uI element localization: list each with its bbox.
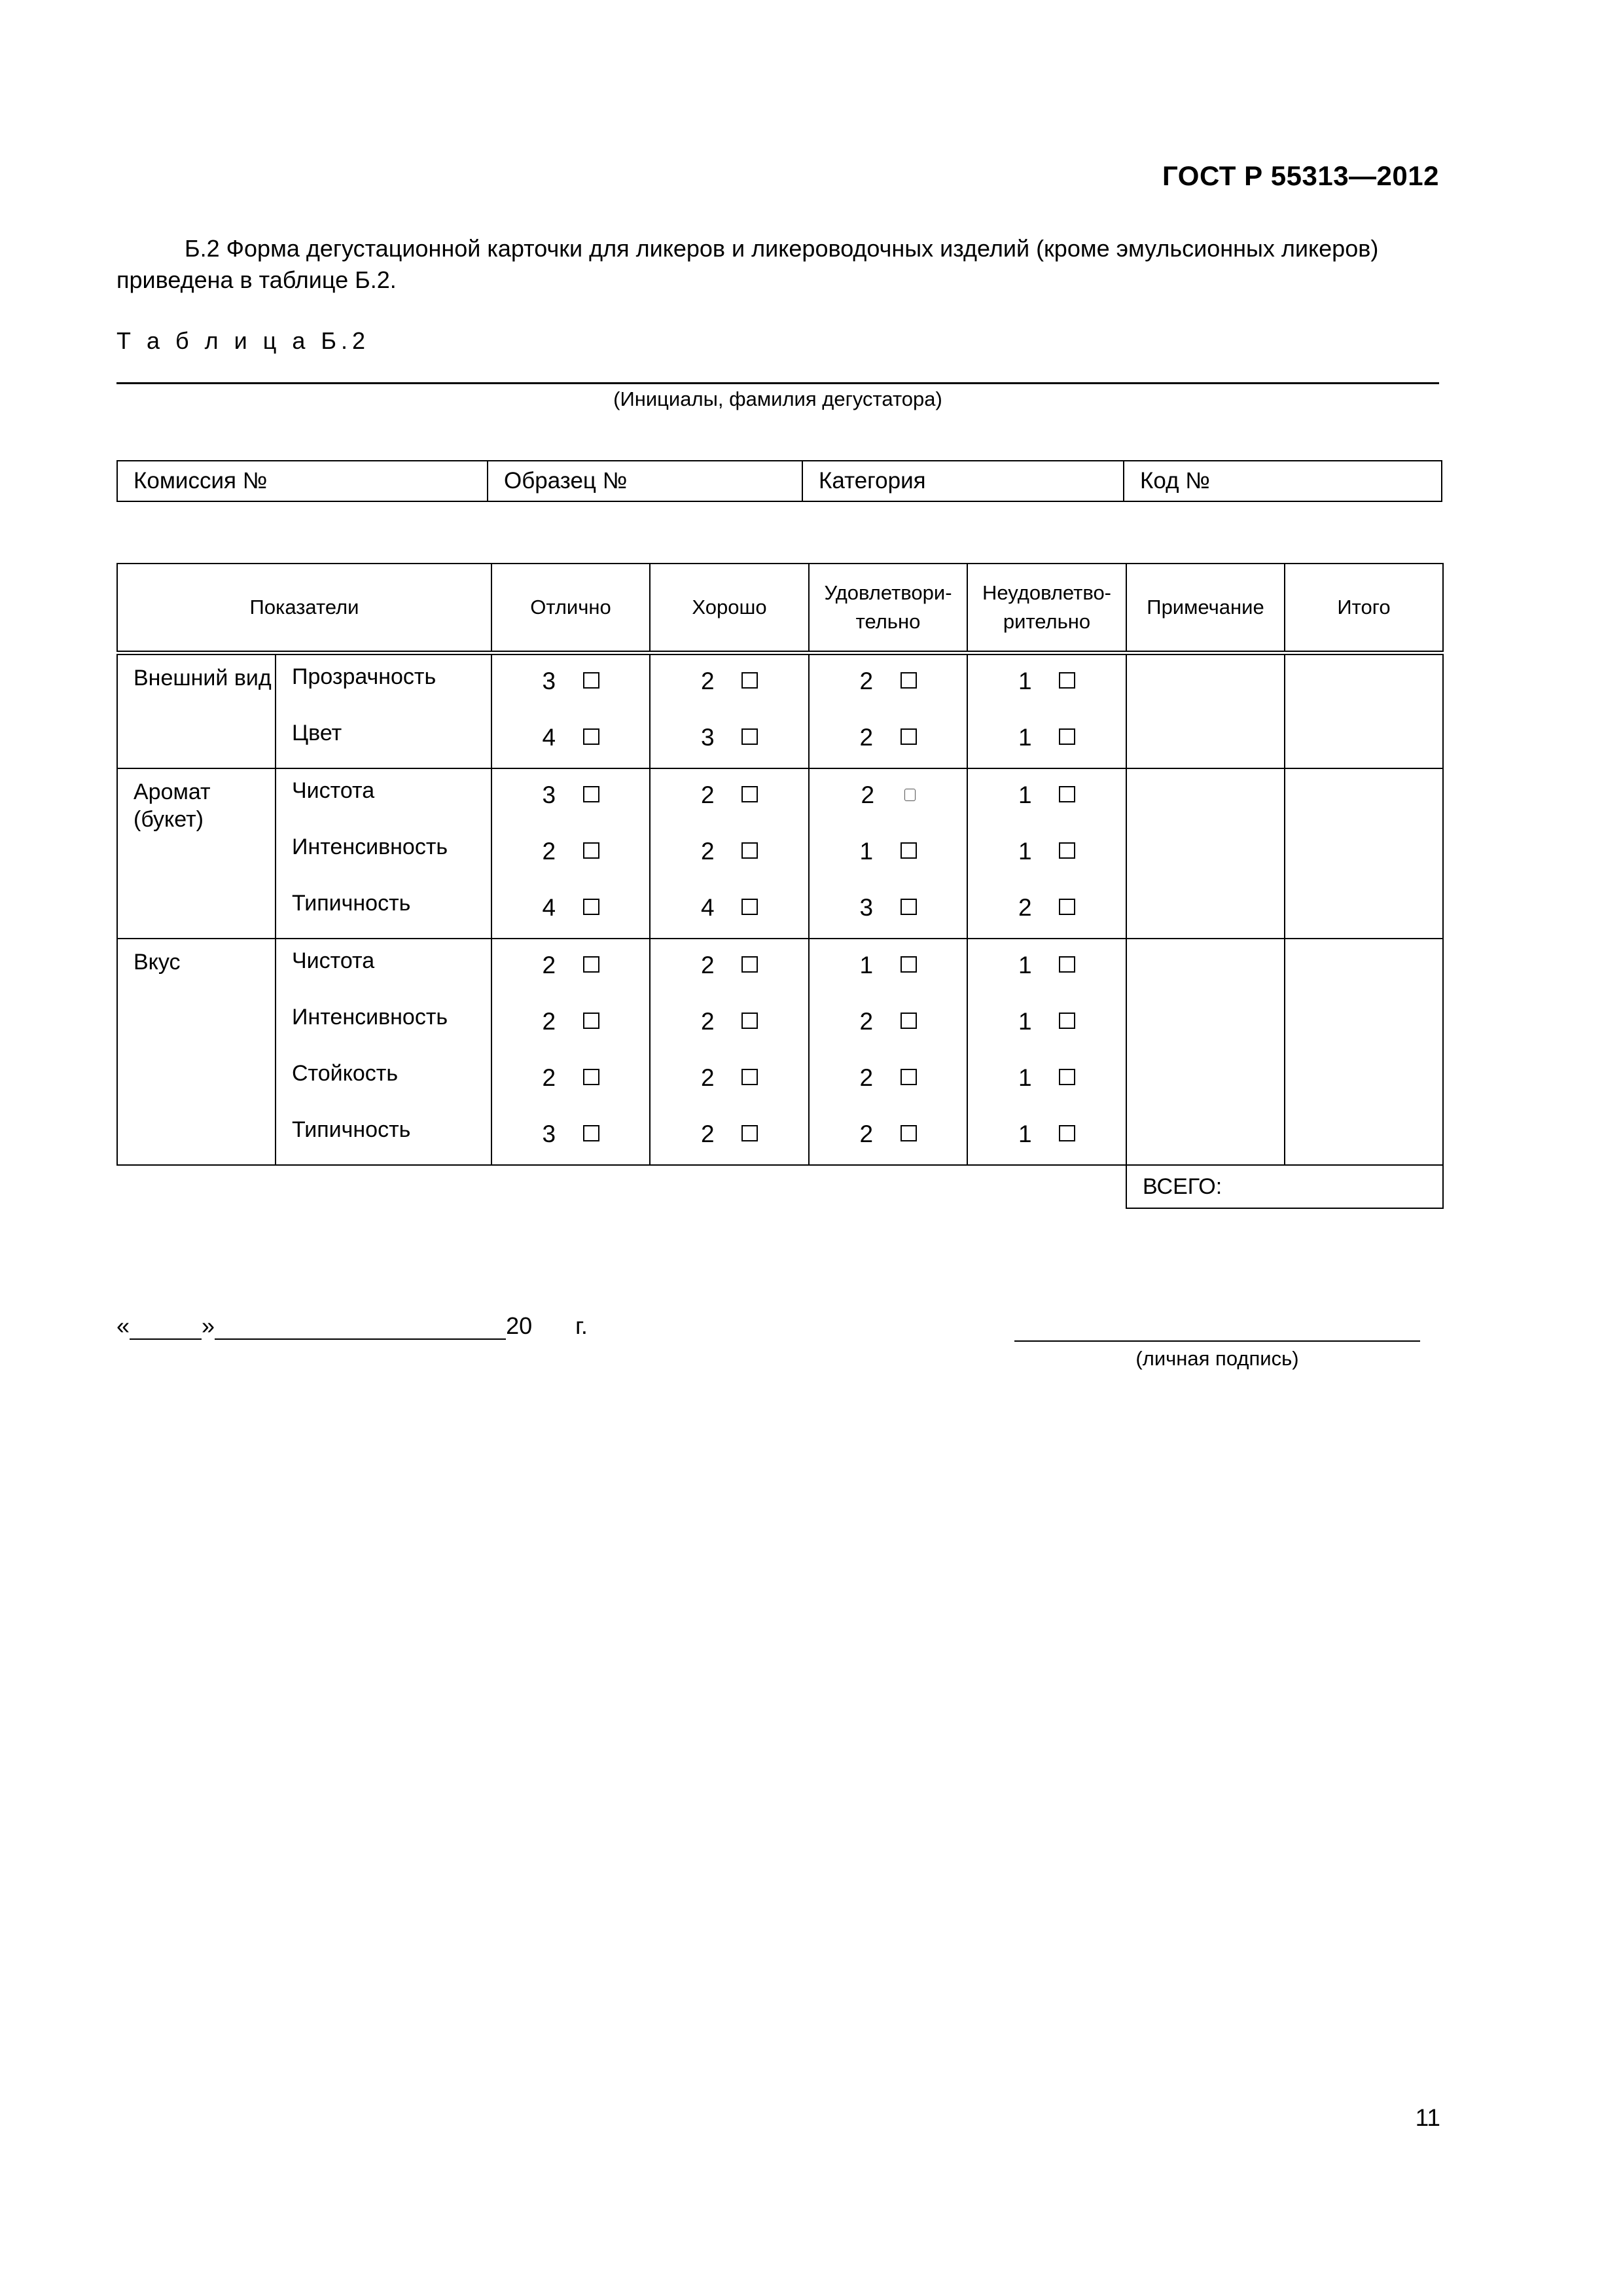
indicator-item: Цвет — [292, 721, 342, 745]
score-checkbox[interactable] — [741, 1069, 758, 1085]
score-checkbox[interactable] — [583, 956, 599, 973]
score-checkbox[interactable] — [583, 1125, 599, 1141]
score-option — [492, 655, 649, 711]
date-month-blank — [215, 1315, 506, 1340]
header-note: Примечание — [1126, 564, 1285, 653]
score-value: 2 — [859, 1121, 874, 1147]
score-checkbox[interactable] — [741, 728, 758, 745]
score-checkbox[interactable] — [741, 956, 758, 973]
score-column — [809, 653, 967, 769]
intro-paragraph: Б.2 Форма дегустационной карточки для ликеров и ликероводочных изделий (кроме эмульсионных ликеров) приведена в таблице Б.2. — [116, 235, 1379, 293]
score-checkbox[interactable] — [1059, 899, 1075, 915]
score-value: 1 — [1018, 952, 1032, 978]
score-value: 2 — [701, 1064, 715, 1091]
score-checkbox[interactable] — [1059, 672, 1075, 689]
score-value: 2 — [542, 1008, 556, 1035]
score-value: 2 — [859, 1064, 874, 1091]
score-column — [650, 939, 809, 1165]
score-checkbox[interactable] — [583, 728, 599, 745]
score-option — [810, 1052, 967, 1108]
score-option — [492, 939, 649, 996]
score-checkbox[interactable] — [583, 786, 599, 802]
score-value: 2 — [701, 668, 715, 694]
score-checkbox[interactable] — [741, 899, 758, 915]
subtotal-cell[interactable] — [1285, 768, 1443, 939]
score-value: 2 — [542, 1064, 556, 1091]
score-option — [968, 769, 1126, 825]
group-items — [276, 768, 491, 939]
date-day-blank — [130, 1315, 202, 1340]
score-value: 1 — [859, 952, 874, 978]
score-option — [810, 1108, 967, 1164]
indicator-item: Стойкость — [292, 1061, 399, 1086]
sample-field: Образец № — [488, 461, 802, 501]
date-line: « » 20 г. — [116, 1312, 588, 1339]
score-option — [651, 939, 808, 996]
score-checkbox[interactable] — [741, 1013, 758, 1029]
score-checkbox[interactable] — [901, 672, 917, 689]
score-column — [650, 653, 809, 769]
score-checkbox[interactable] — [583, 1013, 599, 1029]
score-option — [968, 882, 1126, 938]
score-option — [651, 882, 808, 938]
score-value: 2 — [859, 1008, 874, 1035]
score-value: 2 — [701, 781, 715, 808]
indicator-item: Интенсивность — [292, 834, 448, 859]
commission-field: Комиссия № — [117, 461, 488, 501]
score-option — [810, 996, 967, 1052]
header-unsatisfactory: Неудовлетво- рительно — [967, 564, 1126, 653]
score-option — [492, 769, 649, 825]
signature-line — [1014, 1340, 1420, 1342]
score-option — [810, 769, 967, 825]
header-satisfactory: Удовлетвори- тельно — [809, 564, 967, 653]
score-column — [650, 768, 809, 939]
score-option — [492, 711, 649, 768]
score-option — [651, 825, 808, 882]
score-option — [651, 1052, 808, 1108]
score-column — [967, 939, 1126, 1165]
score-checkbox[interactable] — [583, 672, 599, 689]
score-value: 2 — [861, 781, 875, 808]
score-value: 2 — [701, 1121, 715, 1147]
score-column — [491, 653, 650, 769]
score-checkbox[interactable] — [741, 786, 758, 802]
indicator-item: Типичность — [292, 1117, 411, 1142]
score-checkbox[interactable] — [901, 842, 917, 859]
score-option — [651, 711, 808, 768]
score-option — [968, 939, 1126, 996]
score-option — [492, 1052, 649, 1108]
category-field: Категория — [802, 461, 1124, 501]
score-checkbox[interactable] — [1059, 956, 1075, 973]
header-good: Хорошо — [650, 564, 809, 653]
subtotal-cell[interactable] — [1285, 653, 1443, 769]
indicator-group-row — [117, 768, 1443, 939]
taster-name-line — [116, 382, 1439, 384]
score-option — [492, 1108, 649, 1164]
indicator-item: Интенсивность — [292, 1005, 448, 1030]
score-option — [651, 769, 808, 825]
score-checkbox[interactable] — [901, 1125, 917, 1141]
score-checkbox[interactable] — [901, 1069, 917, 1085]
indicator-item: Чистота — [292, 948, 375, 973]
score-value: 3 — [701, 724, 715, 751]
score-value: 2 — [859, 724, 874, 751]
score-option — [492, 825, 649, 882]
tasting-scores-table — [116, 563, 1444, 1209]
indicator-group-row — [117, 653, 1443, 769]
score-option — [968, 1052, 1126, 1108]
note-cell[interactable] — [1126, 768, 1285, 939]
subtotal-cell[interactable] — [1285, 939, 1443, 1165]
score-option — [651, 1108, 808, 1164]
score-option — [651, 996, 808, 1052]
score-value: 1 — [1018, 724, 1032, 751]
score-option — [810, 825, 967, 882]
table-caption: Т а б л и ц а Б.2 — [116, 327, 370, 354]
score-checkbox[interactable] — [901, 899, 917, 915]
score-checkbox[interactable] — [741, 1125, 758, 1141]
score-value: 2 — [701, 838, 715, 865]
score-column — [491, 939, 650, 1165]
header-total: Итого — [1285, 564, 1443, 653]
header-indicators: Показатели — [117, 564, 491, 653]
score-value: 4 — [701, 894, 715, 921]
score-value: 3 — [859, 894, 874, 921]
score-checkbox[interactable] — [583, 1069, 599, 1085]
indicator-item: Типичность — [292, 891, 411, 916]
score-checkbox[interactable] — [583, 842, 599, 859]
group-items — [276, 653, 491, 769]
score-option — [968, 655, 1126, 711]
score-checkbox[interactable] — [1059, 1069, 1075, 1085]
score-value: 4 — [542, 724, 556, 751]
group-name: Аромат (букет) — [117, 768, 276, 939]
group-name: Внешний вид — [117, 653, 276, 769]
score-value: 1 — [1018, 1121, 1032, 1147]
score-option — [651, 655, 808, 711]
score-checkbox[interactable] — [583, 899, 599, 915]
score-value: 1 — [859, 838, 874, 865]
score-value: 1 — [1018, 1008, 1032, 1035]
score-option — [492, 996, 649, 1052]
score-checkbox[interactable] — [741, 842, 758, 859]
score-checkbox[interactable] — [901, 1013, 917, 1029]
date-year-suffix: г. — [575, 1312, 588, 1339]
score-option — [968, 1108, 1126, 1164]
sample-info-table — [116, 460, 1442, 502]
score-column — [809, 768, 967, 939]
code-field: Код № — [1124, 461, 1442, 501]
score-value: 1 — [1018, 838, 1032, 865]
score-checkbox[interactable] — [904, 789, 916, 801]
score-column — [967, 768, 1126, 939]
score-value: 3 — [542, 781, 556, 808]
score-value: 1 — [1018, 668, 1032, 694]
taster-name-caption: (Инициалы, фамилия дегустатора) — [613, 387, 942, 410]
page-number: 11 — [1415, 2104, 1440, 2131]
score-value: 2 — [542, 952, 556, 978]
score-checkbox[interactable] — [901, 728, 917, 745]
date-year-prefix: 20 — [506, 1312, 533, 1339]
score-option — [810, 655, 967, 711]
signature-caption: (личная подпись) — [1135, 1347, 1299, 1370]
table-header-row — [117, 564, 1443, 653]
score-checkbox[interactable] — [1059, 1125, 1075, 1141]
score-option — [492, 882, 649, 938]
score-option — [968, 825, 1126, 882]
score-value: 1 — [1018, 781, 1032, 808]
score-value: 4 — [542, 894, 556, 921]
score-checkbox[interactable] — [1059, 786, 1075, 802]
score-value: 2 — [701, 952, 715, 978]
score-checkbox[interactable] — [741, 672, 758, 689]
note-cell[interactable] — [1126, 939, 1285, 1165]
score-column — [967, 653, 1126, 769]
score-option — [968, 711, 1126, 768]
group-items — [276, 939, 491, 1165]
score-checkbox[interactable] — [901, 956, 917, 973]
standard-number: ГОСТ Р 55313—2012 — [1162, 160, 1439, 191]
score-checkbox[interactable] — [1059, 728, 1075, 745]
score-option — [968, 996, 1126, 1052]
score-value: 3 — [542, 668, 556, 694]
grand-total-label: ВСЕГО: — [1126, 1165, 1443, 1208]
indicator-item: Прозрачность — [292, 664, 437, 689]
score-option — [810, 711, 967, 768]
score-value: 2 — [859, 668, 874, 694]
score-value: 1 — [1018, 1064, 1032, 1091]
score-column — [809, 939, 967, 1165]
score-option — [810, 939, 967, 996]
score-option — [810, 882, 967, 938]
grand-total-row — [117, 1165, 1443, 1208]
indicator-group-row — [117, 939, 1443, 1165]
score-value: 2 — [701, 1008, 715, 1035]
indicator-item: Чистота — [292, 778, 375, 803]
group-name: Вкус — [117, 939, 276, 1165]
score-checkbox[interactable] — [1059, 842, 1075, 859]
score-value: 2 — [542, 838, 556, 865]
score-value: 3 — [542, 1121, 556, 1147]
score-value: 2 — [1018, 894, 1032, 921]
note-cell[interactable] — [1126, 653, 1285, 769]
score-column — [491, 768, 650, 939]
score-checkbox[interactable] — [1059, 1013, 1075, 1029]
header-excellent: Отлично — [491, 564, 650, 653]
